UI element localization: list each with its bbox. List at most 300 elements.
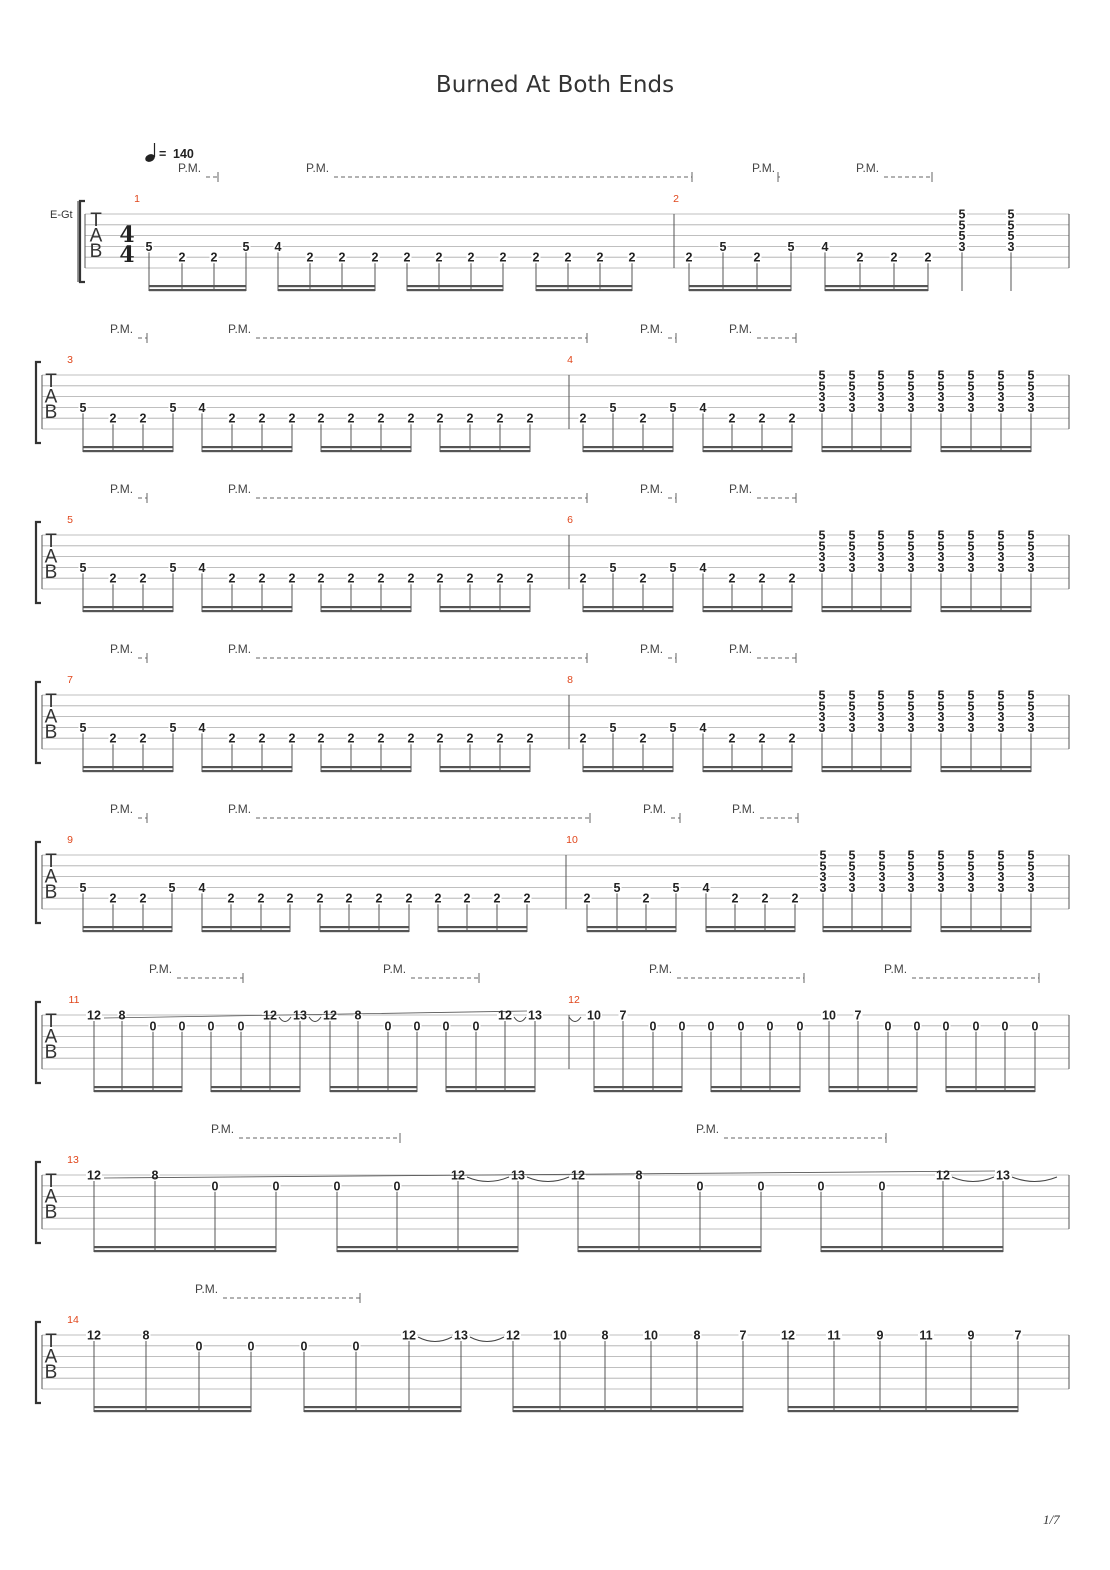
fret-number: 5	[937, 528, 945, 543]
fret-number: 12	[323, 1008, 337, 1023]
fret-number: 5	[997, 688, 1005, 703]
fret-number: 10	[553, 1328, 567, 1343]
beam	[941, 610, 1031, 612]
fret-number: 5	[818, 368, 826, 383]
fret-number: 3	[1027, 880, 1035, 895]
beam	[941, 766, 1031, 768]
fret-number: 0	[149, 1019, 157, 1034]
fret-number: 0	[247, 1339, 255, 1354]
fret-number: 2	[377, 731, 385, 746]
fret-number: 5	[937, 688, 945, 703]
fret-number: 5	[877, 688, 885, 703]
beam	[825, 285, 928, 287]
fret-number: 5	[878, 848, 886, 863]
beam	[337, 1250, 518, 1252]
beam	[304, 1406, 461, 1408]
fret-number: 3	[967, 560, 975, 575]
fret-number: 0	[1001, 1019, 1009, 1034]
fret-number: 5	[937, 368, 945, 383]
fret-number: 12	[402, 1328, 416, 1343]
beam	[583, 610, 673, 612]
fret-number: 5	[958, 229, 966, 244]
fret-number: 0	[211, 1179, 219, 1194]
fret-number: 5	[997, 368, 1005, 383]
fret-number: 2	[227, 891, 235, 906]
beam	[440, 766, 530, 768]
beam	[821, 1250, 1003, 1252]
fret-number: 3	[937, 550, 945, 565]
fret-number: 7	[854, 1008, 862, 1023]
fret-number: 0	[237, 1019, 245, 1034]
beam	[583, 450, 673, 452]
tie-curve	[470, 1337, 504, 1342]
tab-clef-letter: T	[45, 1171, 57, 1192]
fret-number: 0	[352, 1339, 360, 1354]
fret-number: 2	[317, 571, 325, 586]
fret-number: 5	[967, 699, 975, 714]
fret-number: 3	[937, 870, 945, 885]
fret-number: 5	[907, 539, 915, 554]
fret-number: 8	[142, 1328, 150, 1343]
fret-number: 7	[619, 1008, 627, 1023]
tab-clef-letter: A	[44, 546, 58, 568]
fret-number: 2	[639, 411, 647, 426]
fret-number: 5	[242, 239, 250, 254]
beam	[202, 450, 292, 452]
fret-number: 0	[300, 1339, 308, 1354]
tab-clef-letter: A	[44, 706, 58, 728]
beam	[706, 926, 795, 928]
fret-number: 5	[997, 379, 1005, 394]
fret-number: 3	[937, 560, 945, 575]
system-bracket	[36, 842, 41, 923]
fret-number: 2	[639, 731, 647, 746]
beam	[149, 289, 246, 291]
fret-number: 8	[601, 1328, 609, 1343]
fret-number: 2	[788, 571, 796, 586]
fret-number: 0	[972, 1019, 980, 1034]
fret-number: 3	[1027, 390, 1035, 405]
fret-number: 5	[848, 368, 856, 383]
fret-number: 3	[967, 400, 975, 415]
fret-number: 2	[467, 250, 475, 265]
fret-number: 3	[958, 239, 966, 254]
palm-mute-label: P.M.	[228, 482, 252, 496]
fret-number: 2	[642, 891, 650, 906]
fret-number: 2	[286, 891, 294, 906]
palm-mute-label: P.M.	[383, 962, 407, 976]
fret-number: 5	[848, 539, 856, 554]
palm-mute-label: P.M.	[640, 642, 664, 656]
palm-mute-label: P.M.	[228, 802, 252, 816]
fret-number: 5	[937, 848, 945, 863]
fret-number: 2	[139, 571, 147, 586]
tab-system	[36, 1293, 1069, 1412]
system-bracket	[36, 362, 41, 443]
fret-number: 3	[877, 560, 885, 575]
beam	[446, 1090, 535, 1092]
beam	[278, 289, 375, 291]
beam	[202, 770, 292, 772]
beam	[83, 610, 173, 612]
fret-number: 2	[791, 891, 799, 906]
system-bracket	[36, 1322, 41, 1403]
tab-clef-letter: B	[44, 1362, 58, 1383]
beam	[321, 766, 411, 768]
fret-number: 4	[274, 239, 282, 254]
fret-number: 2	[758, 731, 766, 746]
fret-number: 0	[413, 1019, 421, 1034]
fret-number: 0	[817, 1179, 825, 1194]
fret-number: 3	[848, 550, 856, 565]
beam	[946, 1086, 1035, 1088]
beam	[202, 766, 292, 768]
fret-number: 5	[848, 848, 856, 863]
palm-mute-label: P.M.	[884, 962, 908, 976]
beam	[337, 1246, 518, 1248]
fret-number: 5	[877, 699, 885, 714]
beam	[438, 930, 527, 932]
fret-number: 3	[997, 390, 1005, 405]
beam	[94, 1410, 251, 1412]
beam	[587, 930, 676, 932]
slide-line	[104, 1011, 527, 1018]
fret-number: 3	[848, 870, 856, 885]
fret-number: 2	[526, 731, 534, 746]
fret-number: 0	[393, 1179, 401, 1194]
fret-number: 8	[354, 1008, 362, 1023]
fret-number: 9	[876, 1328, 884, 1343]
beam	[788, 1410, 1018, 1412]
fret-number: 3	[878, 870, 886, 885]
fret-number: 4	[821, 239, 829, 254]
beam	[822, 770, 911, 772]
palm-mute-label: P.M.	[149, 962, 173, 976]
fret-number: 3	[1027, 870, 1035, 885]
fret-number: 3	[967, 880, 975, 895]
fret-number: 3	[967, 870, 975, 885]
fret-number: 5	[1007, 229, 1015, 244]
fret-number: 5	[937, 539, 945, 554]
song-title: Burned At Both Ends	[435, 72, 675, 98]
tie-curve	[309, 1017, 321, 1022]
fret-number: 2	[258, 731, 266, 746]
beam	[822, 610, 911, 612]
beam	[320, 930, 409, 932]
fret-number: 2	[288, 731, 296, 746]
fret-number: 2	[583, 891, 591, 906]
fret-number: 3	[967, 550, 975, 565]
fret-number: 3	[907, 870, 915, 885]
fret-number: 3	[967, 710, 975, 725]
tie-curve	[514, 1017, 526, 1022]
beam	[330, 1090, 417, 1092]
tab-clef-letter: T	[45, 531, 57, 552]
fret-number: 3	[997, 560, 1005, 575]
fret-number: 5	[1007, 218, 1015, 233]
fret-number: 5	[1027, 848, 1035, 863]
fret-number: 2	[109, 411, 117, 426]
fret-number: 2	[375, 891, 383, 906]
fret-number: 5	[907, 699, 915, 714]
fret-number: 3	[819, 870, 827, 885]
fret-number: 5	[997, 859, 1005, 874]
palm-mute-label: P.M.	[729, 642, 753, 656]
tab-clef-letter: B	[44, 402, 58, 423]
fret-number: 2	[316, 891, 324, 906]
fret-number: 0	[913, 1019, 921, 1034]
fret-number: 5	[1027, 528, 1035, 543]
fret-number: 2	[347, 571, 355, 586]
time-signature-top: 4	[119, 222, 135, 248]
tab-clef-letter: T	[45, 851, 57, 872]
fret-number: 5	[848, 688, 856, 703]
beam	[94, 1246, 276, 1248]
fret-number: 0	[766, 1019, 774, 1034]
fret-number: 0	[207, 1019, 215, 1034]
fret-number: 2	[210, 250, 218, 265]
fret-number: 3	[878, 880, 886, 895]
fret-number: 5	[169, 400, 177, 415]
fret-number: 2	[564, 250, 572, 265]
fret-number: 2	[758, 571, 766, 586]
measure-number: 8	[567, 674, 573, 686]
fret-number: 5	[907, 688, 915, 703]
fret-number: 4	[699, 400, 707, 415]
fret-number: 13	[454, 1328, 468, 1343]
tab-clef-letter: A	[89, 225, 103, 247]
beam	[711, 1086, 800, 1088]
beam	[578, 1250, 761, 1252]
beam	[320, 926, 409, 928]
beam	[321, 446, 411, 448]
fret-number: 5	[613, 880, 621, 895]
fret-number: 3	[848, 400, 856, 415]
page-number: 1/7	[1043, 1512, 1060, 1527]
beam	[594, 1086, 682, 1088]
fret-number: 2	[228, 571, 236, 586]
fret-number: 2	[753, 250, 761, 265]
fret-number: 5	[1027, 859, 1035, 874]
beam	[941, 930, 1031, 932]
tie-curve	[418, 1337, 452, 1342]
tab-clef-letter: A	[44, 1346, 58, 1368]
fret-number: 5	[79, 400, 87, 415]
fret-number: 0	[1031, 1019, 1039, 1034]
tab-clef-letter: T	[90, 210, 102, 231]
beam	[829, 1086, 917, 1088]
tab-clef-letter: A	[44, 866, 58, 888]
beam	[823, 930, 911, 932]
palm-mute-label: P.M.	[729, 482, 753, 496]
fret-number: 2	[139, 891, 147, 906]
fret-number: 5	[967, 528, 975, 543]
fret-number: 2	[596, 250, 604, 265]
palm-mute-label: P.M.	[732, 802, 756, 816]
fret-number: 5	[819, 848, 827, 863]
fret-number: 5	[79, 880, 87, 895]
beam	[823, 926, 911, 928]
fret-number: 2	[258, 411, 266, 426]
fret-number: 7	[739, 1328, 747, 1343]
fret-number: 3	[848, 560, 856, 575]
beam	[703, 606, 792, 608]
fret-number: 0	[878, 1179, 886, 1194]
fret-number: 4	[198, 560, 206, 575]
fret-number: 4	[198, 720, 206, 735]
beam	[321, 610, 411, 612]
fret-number: 5	[672, 880, 680, 895]
time-signature-bottom: 4	[119, 242, 135, 268]
fret-number: 4	[699, 720, 707, 735]
fret-number: 9	[967, 1328, 975, 1343]
fret-number: 2	[345, 891, 353, 906]
fret-number: 2	[761, 891, 769, 906]
fret-number: 4	[702, 880, 710, 895]
beam	[829, 1090, 917, 1092]
fret-number: 12	[87, 1008, 101, 1023]
fret-number: 7	[1014, 1328, 1022, 1343]
fret-number: 2	[579, 731, 587, 746]
beam	[703, 766, 792, 768]
fret-number: 3	[997, 710, 1005, 725]
fret-number: 2	[139, 411, 147, 426]
fret-number: 4	[198, 880, 206, 895]
fret-number: 5	[877, 379, 885, 394]
fret-number: 5	[937, 699, 945, 714]
palm-mute-label: P.M.	[729, 322, 753, 336]
fret-number: 3	[907, 560, 915, 575]
measure-number: 10	[566, 834, 578, 846]
fret-number: 2	[728, 731, 736, 746]
fret-number: 3	[848, 710, 856, 725]
tab-clef-letter: B	[44, 722, 58, 743]
fret-number: 5	[818, 539, 826, 554]
tab-system	[36, 1133, 1069, 1252]
beam	[321, 450, 411, 452]
tie-curve	[1012, 1177, 1057, 1182]
fret-number: 2	[463, 891, 471, 906]
fret-number: 2	[466, 571, 474, 586]
fret-number: 0	[384, 1019, 392, 1034]
measure-number: 4	[567, 354, 573, 366]
tab-system	[78, 172, 1069, 291]
fret-number: 8	[693, 1328, 701, 1343]
fret-number: 0	[707, 1019, 715, 1034]
fret-number: 2	[407, 571, 415, 586]
fret-number: 8	[118, 1008, 126, 1023]
fret-number: 2	[436, 731, 444, 746]
fret-number: 3	[848, 880, 856, 895]
beam	[407, 289, 503, 291]
fret-number: 3	[997, 870, 1005, 885]
fret-number: 5	[819, 859, 827, 874]
fret-number: 10	[587, 1008, 601, 1023]
tie-curve	[467, 1177, 509, 1182]
beam	[440, 610, 530, 612]
fret-number: 3	[818, 710, 826, 725]
fret-number: 5	[169, 720, 177, 735]
fret-number: 3	[997, 550, 1005, 565]
palm-mute-label: P.M.	[306, 161, 330, 175]
beam	[83, 446, 173, 448]
fret-number: 5	[168, 880, 176, 895]
measure-number: 5	[67, 514, 73, 526]
fret-number: 2	[685, 250, 693, 265]
fret-number: 5	[818, 379, 826, 394]
fret-number: 5	[818, 688, 826, 703]
fret-number: 11	[919, 1328, 933, 1343]
fret-number: 2	[728, 571, 736, 586]
beam	[330, 1086, 417, 1088]
fret-number: 12	[571, 1168, 585, 1183]
fret-number: 2	[496, 571, 504, 586]
fret-number: 3	[907, 400, 915, 415]
fret-number: 2	[403, 250, 411, 265]
fret-number: 5	[997, 528, 1005, 543]
palm-mute-label: P.M.	[110, 802, 134, 816]
tie-curve	[952, 1177, 994, 1182]
beam	[583, 766, 673, 768]
fret-number: 0	[942, 1019, 950, 1034]
fret-number: 5	[967, 688, 975, 703]
measure-number: 3	[67, 354, 73, 366]
beam	[703, 450, 792, 452]
fret-number: 5	[878, 859, 886, 874]
fret-number: 3	[1007, 239, 1015, 254]
fret-number: 12	[498, 1008, 512, 1023]
beam	[703, 770, 792, 772]
fret-number: 5	[907, 848, 915, 863]
beam	[583, 770, 673, 772]
beam	[83, 450, 173, 452]
fret-number: 2	[856, 250, 864, 265]
fret-number: 13	[996, 1168, 1010, 1183]
fret-number: 5	[818, 699, 826, 714]
palm-mute-label: P.M.	[110, 322, 134, 336]
fret-number: 2	[579, 571, 587, 586]
fret-number: 0	[884, 1019, 892, 1034]
fret-number: 5	[1007, 207, 1015, 222]
tie-curve	[569, 1017, 581, 1022]
fret-number: 0	[757, 1179, 765, 1194]
fret-number: 0	[737, 1019, 745, 1034]
beam	[583, 446, 673, 448]
fret-number: 3	[848, 390, 856, 405]
fret-number: 5	[967, 848, 975, 863]
fret-number: 2	[466, 411, 474, 426]
fret-number: 2	[407, 411, 415, 426]
beam	[407, 285, 503, 287]
fret-number: 2	[228, 411, 236, 426]
tab-clef-letter: T	[45, 1331, 57, 1352]
beam	[536, 289, 632, 291]
fret-number: 5	[1027, 688, 1035, 703]
fret-number: 5	[958, 218, 966, 233]
beam	[703, 610, 792, 612]
fret-number: 3	[877, 710, 885, 725]
beam	[822, 450, 911, 452]
fret-number: 0	[796, 1019, 804, 1034]
fret-number: 5	[719, 239, 727, 254]
fret-number: 3	[907, 550, 915, 565]
fret-number: 3	[937, 400, 945, 415]
fret-number: 2	[639, 571, 647, 586]
fret-number: 2	[338, 250, 346, 265]
beam	[202, 606, 292, 608]
fret-number: 0	[272, 1179, 280, 1194]
fret-number: 2	[139, 731, 147, 746]
